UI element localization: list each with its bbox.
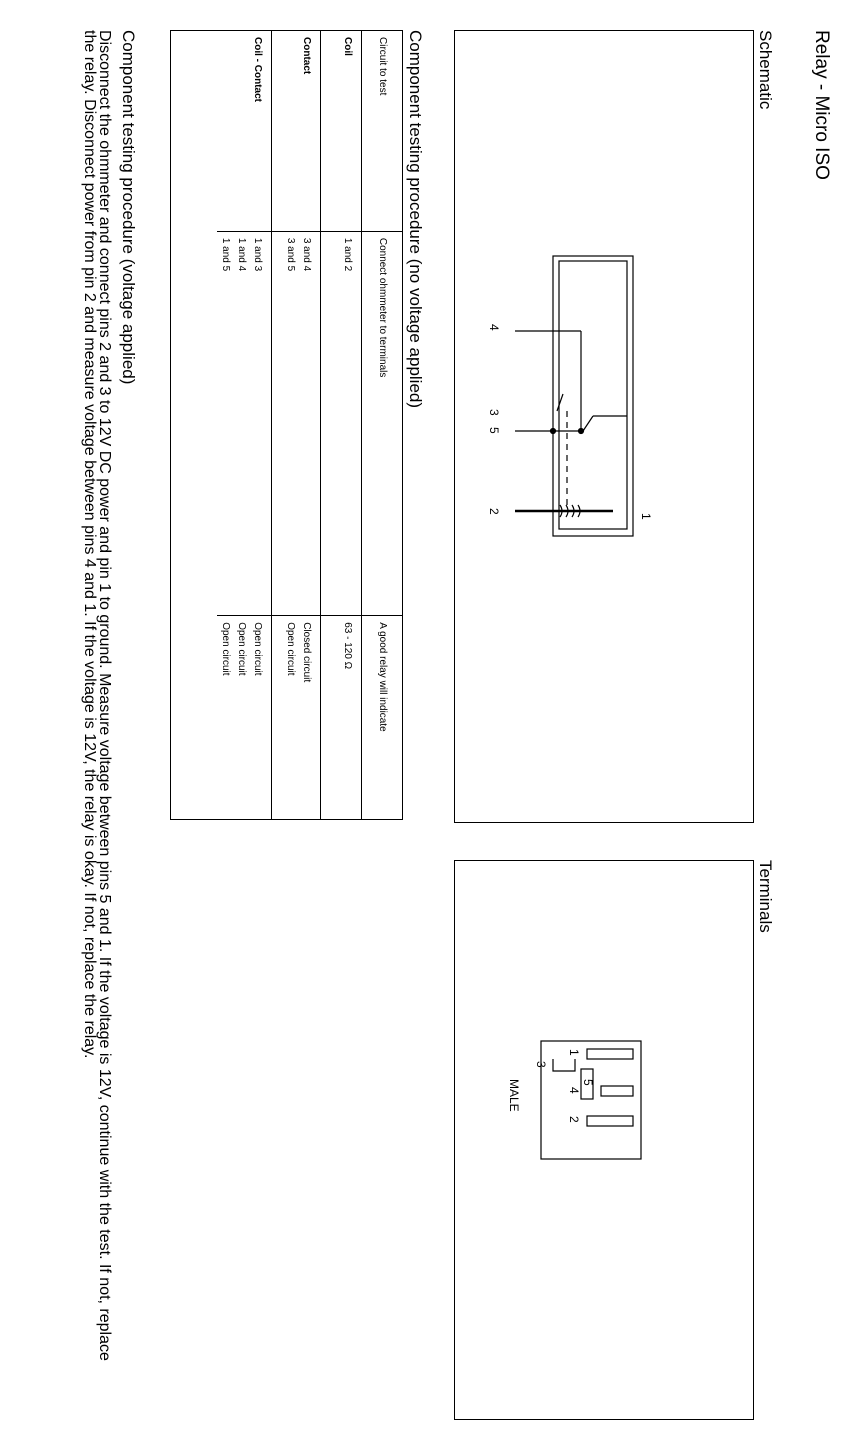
table-cell-circuit: Coil	[321, 31, 362, 231]
table-cell-result: Open circuit	[220, 622, 232, 676]
terminal-pin-5-label: 5	[581, 1079, 595, 1086]
terminal-gender-label: MALE	[507, 1079, 521, 1112]
table-header-circuit: Circuit to test	[362, 31, 403, 231]
table-cell-circuit	[218, 31, 234, 231]
table-row	[272, 31, 298, 819]
table-header-row	[362, 31, 403, 819]
terminal-pin-1-blade	[587, 1049, 633, 1059]
table-cell-circuit	[272, 31, 298, 231]
table-cell-result: Open circuit	[272, 616, 298, 819]
table-header-result: A good relay will indicate	[362, 616, 403, 819]
table-cell-result: Open circuit	[236, 622, 248, 676]
terminal-pin-2-blade	[587, 1116, 633, 1126]
terminal-pin-2-label: 2	[567, 1116, 581, 1123]
terminal-layout-diagram	[453, 861, 753, 1421]
no-voltage-procedure-table	[218, 31, 403, 819]
table-row	[250, 31, 273, 819]
table-cell-terminals: 3 and 4	[298, 231, 321, 615]
relay-housing-outline	[553, 256, 633, 536]
terminal-pin-3-label: 3	[534, 1061, 548, 1068]
table-cell-circuit: Contact	[298, 31, 321, 231]
table-cell-terminals: 1 and 3	[250, 231, 273, 615]
table-cell-result: Open circuit	[252, 622, 264, 676]
table-cell-circuit	[234, 31, 250, 231]
table-row	[321, 31, 362, 819]
table-cell-terminals: 1 and 2	[321, 231, 362, 615]
table-header-terminals: Connect ohmmeter to terminals	[362, 231, 403, 615]
table-row	[298, 31, 321, 819]
table-cell-terminals: 3 and 5	[272, 231, 298, 615]
schematic-pin-5-label: 5	[487, 427, 501, 434]
table-cell-terminals: 1 and 5	[218, 231, 234, 615]
schematic-pin-1-label: 1	[639, 513, 653, 520]
no-voltage-procedure-heading: Component testing procedure (no voltage applied)	[406, 30, 425, 409]
schematic-pin-3-label: 3	[487, 409, 501, 416]
table-cell-result: Closed circuit	[301, 622, 312, 683]
schematic-heading: Schematic	[756, 30, 775, 110]
table-cell-result: 63 - 120 Ω	[321, 616, 362, 819]
schematic-pin-2-label: 2	[487, 508, 501, 515]
terminal-pin-3-blade	[553, 1059, 575, 1071]
terminal-pin-4-blade	[601, 1086, 633, 1096]
schematic-pin-4-label: 4	[487, 324, 501, 331]
table-row	[218, 31, 234, 819]
page-title: Relay - Micro ISO	[811, 30, 832, 180]
table-cell-terminals: 1 and 4	[234, 231, 250, 615]
terminal-pin-1-label: 1	[567, 1049, 581, 1056]
relay-inner-outline	[559, 261, 627, 529]
voltage-procedure-heading: Component testing procedure (voltage applied)	[119, 30, 138, 385]
terminals-heading: Terminals	[756, 860, 775, 933]
voltage-procedure-text: Disconnect the ohmmeter and connect pins 2 and 3 to 12V DC power and pin 1 to ground. Measure voltage between pins 5 and 1. If the voltage is 12V, continue with the test. If not, replace the relay. Disconnect power from pin 2 and measure voltage between pins 4 and 1. If the voltage is 12V, the relay is okay. If not, replace the relay.	[81, 30, 113, 1361]
terminals-box	[454, 860, 754, 1420]
no-voltage-procedure-table-frame	[170, 30, 403, 820]
table-cell-circuit: Coil - Contact	[250, 31, 273, 231]
schematic-box	[454, 30, 754, 823]
table-row	[234, 31, 250, 819]
terminal-pin-4-label: 4	[567, 1087, 581, 1094]
